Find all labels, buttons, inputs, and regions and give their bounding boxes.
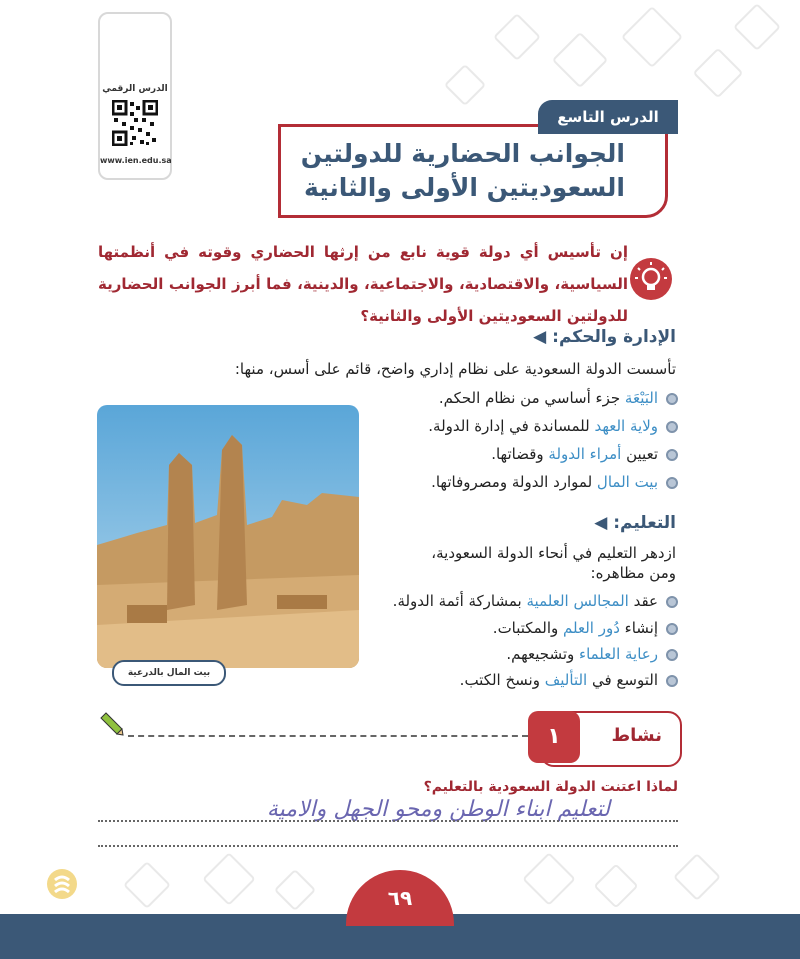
highlight-term: دُور العلم bbox=[563, 619, 620, 637]
historic-building-photo bbox=[97, 405, 359, 668]
background-pattern bbox=[693, 48, 744, 99]
background-pattern bbox=[621, 6, 683, 68]
lesson-title-line2: السعوديتين الأولى والثانية bbox=[304, 173, 625, 202]
section-heading-education bbox=[450, 513, 676, 533]
list-item-text: التوسع في bbox=[587, 671, 658, 689]
list-item bbox=[439, 389, 678, 407]
background-pattern bbox=[123, 861, 171, 909]
education-lead: ازدهر التعليم في أنحاء الدولة السعودية، bbox=[431, 544, 676, 562]
bullet-icon bbox=[666, 649, 678, 661]
lesson-number-tab: الدرس التاسع bbox=[538, 100, 678, 134]
activity-badge bbox=[540, 711, 682, 767]
answer-line[interactable] bbox=[98, 845, 678, 847]
section-heading-text: التعليم: bbox=[613, 513, 676, 533]
list-item bbox=[431, 473, 678, 491]
background-pattern bbox=[274, 869, 316, 911]
background-pattern bbox=[202, 852, 256, 906]
bullet-icon bbox=[666, 623, 678, 635]
lesson-title-line1: الجوانب الحضارية للدولتين bbox=[300, 139, 625, 168]
qr-code-icon[interactable] bbox=[112, 100, 158, 146]
list-item bbox=[506, 645, 678, 663]
list-item-text: للمساندة في إدارة الدولة. bbox=[428, 417, 595, 435]
list-item bbox=[491, 445, 678, 463]
highlight-term: المجالس العلمية bbox=[526, 592, 629, 610]
background-pattern bbox=[593, 863, 638, 908]
education-lead: ومن مظاهره: bbox=[590, 564, 676, 582]
digital-lesson-card[interactable] bbox=[98, 12, 172, 180]
highlight-term: أمراء الدولة bbox=[548, 445, 622, 463]
publisher-logo-icon bbox=[45, 866, 79, 902]
list-item bbox=[460, 671, 678, 689]
background-pattern bbox=[552, 32, 609, 89]
bullet-icon bbox=[666, 477, 678, 489]
section-heading-administration bbox=[450, 327, 676, 347]
bullet-icon bbox=[666, 675, 678, 687]
background-pattern bbox=[493, 13, 541, 61]
answer-line[interactable] bbox=[98, 820, 678, 822]
list-item bbox=[393, 592, 678, 610]
list-item-text: لموارد الدولة ومصروفاتها. bbox=[431, 473, 597, 491]
list-item-text: عقد bbox=[628, 592, 658, 610]
bullet-icon bbox=[666, 596, 678, 608]
list-item-text: إنشاء bbox=[619, 619, 658, 637]
bullet-icon bbox=[666, 449, 678, 461]
highlight-term: البَيْعَة bbox=[624, 389, 658, 407]
photo-caption: بيت المال بالدرعية bbox=[112, 660, 226, 686]
digital-lesson-label: الدرس الرقمي bbox=[102, 84, 168, 94]
highlight-term: رعاية العلماء bbox=[579, 645, 658, 663]
activity-question: لماذا اعتنت الدولة السعودية بالتعليم؟ bbox=[423, 779, 678, 795]
list-item-text: وقضاتها. bbox=[491, 445, 549, 463]
administration-lead: تأسست الدولة السعودية على نظام إداري واضح، قائم على أسس، منها: bbox=[234, 360, 676, 378]
bullet-icon bbox=[666, 421, 678, 433]
dashed-divider bbox=[128, 735, 528, 737]
lesson-title-box bbox=[278, 124, 668, 218]
bullet-icon bbox=[666, 393, 678, 405]
list-item bbox=[428, 417, 678, 435]
highlight-term: بيت المال bbox=[596, 473, 658, 491]
list-item-text: ونسخ الكتب. bbox=[459, 671, 545, 689]
highlight-term: ولاية العهد bbox=[594, 417, 658, 435]
background-pattern bbox=[673, 853, 721, 901]
background-pattern bbox=[522, 852, 576, 906]
handwritten-answer[interactable]: لتعليم ابناء الوطن ومحو الجهل والامية bbox=[266, 797, 610, 822]
section-heading-text: الإدارة والحكم: bbox=[552, 327, 676, 347]
pencil-icon bbox=[98, 710, 124, 736]
play-arrow-icon: ◀ bbox=[594, 513, 608, 533]
list-item bbox=[493, 619, 678, 637]
website-link[interactable]: www.ien.edu.sa bbox=[100, 156, 172, 165]
list-item-text: بمشاركة أئمة الدولة. bbox=[392, 592, 527, 610]
page-number: ٦٩ bbox=[346, 870, 454, 926]
list-item-text: تعيين bbox=[621, 445, 658, 463]
highlight-term: التأليف bbox=[544, 671, 588, 689]
background-pattern bbox=[444, 64, 486, 106]
background-pattern bbox=[733, 3, 781, 51]
lightbulb-icon bbox=[630, 258, 672, 300]
activity-label: نشاط bbox=[611, 725, 662, 746]
list-item-text: وتشجيعهم. bbox=[506, 645, 580, 663]
list-item-text: جزء أساسي من نظام الحكم. bbox=[438, 389, 625, 407]
intro-question: إن تأسيس أي دولة قوية نابع من إرثها الحضاري وقوته في أنظمتها السياسية، والاقتصادية، والاجتماعية، والدينية، فما أبرز الجوانب الحضارية للدولتين السعوديتين الأولى والثانية؟ bbox=[98, 243, 628, 325]
play-arrow-icon: ◀ bbox=[533, 327, 547, 347]
list-item-text: والمكتبات. bbox=[492, 619, 564, 637]
activity-number: ١ bbox=[528, 711, 580, 763]
